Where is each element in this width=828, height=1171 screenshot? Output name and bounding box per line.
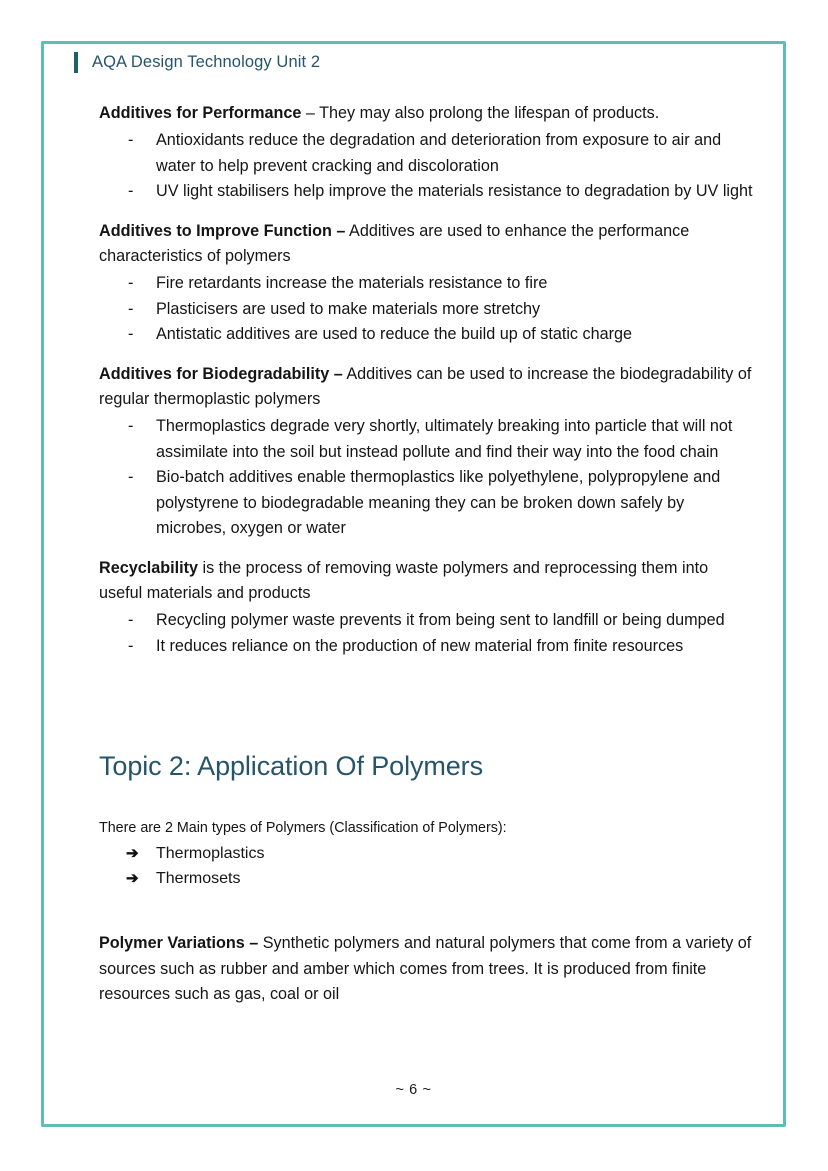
- list-item: [99, 465, 753, 541]
- list-item-text: Recycling polymer waste prevents it from being sent to landfill or being dumped: [156, 611, 725, 630]
- classification-intro-text: There are 2 Main types of Polymers (Classification of Polymers):: [99, 820, 507, 837]
- list-item: [99, 608, 753, 633]
- list-item-text: Plasticisers are used to make materials more stretchy: [156, 299, 541, 318]
- dash-bullet-icon: -: [128, 182, 134, 201]
- document-header-title: AQA Design Technology Unit 2: [92, 53, 321, 72]
- arrow-bullet-icon: ➔: [126, 869, 139, 887]
- section-bullet-list: [99, 414, 753, 541]
- topic-heading: Topic 2: Application Of Polymers: [99, 751, 483, 782]
- section-lead-term: Polymer Variations –: [99, 934, 259, 953]
- section-bullet-list: [99, 128, 753, 204]
- list-item-text: Thermoplastics: [156, 845, 265, 863]
- dash-bullet-icon: -: [128, 468, 134, 487]
- list-item: [99, 634, 753, 659]
- section-recyclability: [99, 556, 753, 660]
- dash-bullet-icon: -: [128, 131, 134, 150]
- arrow-bullet-icon: ➔: [126, 845, 139, 863]
- dash-bullet-icon: -: [128, 611, 134, 630]
- section-additives-for-biodegradability: [99, 362, 753, 542]
- dash-bullet-icon: -: [128, 325, 134, 344]
- list-item: [99, 842, 753, 867]
- section-bullet-list: [99, 271, 753, 347]
- section-paragraph: [99, 556, 753, 607]
- list-item: [99, 322, 753, 347]
- list-item: [99, 179, 753, 204]
- document-header: [74, 52, 783, 73]
- topic-spacer: [99, 673, 753, 749]
- page-content-area: [44, 44, 783, 1124]
- dash-bullet-icon: -: [128, 299, 134, 318]
- dash-bullet-icon: -: [128, 417, 134, 436]
- section-body-text: – They may also prolong the lifespan of products.: [301, 104, 660, 122]
- list-item: [99, 867, 753, 892]
- list-item: [99, 414, 753, 465]
- section-additives-to-improve-function: [99, 219, 753, 348]
- list-item: [99, 128, 753, 179]
- variations-spacer: [99, 891, 753, 931]
- dash-bullet-icon: -: [128, 636, 134, 655]
- section-lead-term: Additives for Biodegradability –: [99, 364, 343, 383]
- list-item-text: Thermosets: [156, 869, 241, 887]
- list-item-text: UV light stabilisers help improve the materials resistance to degradation by UV light: [156, 182, 753, 201]
- list-item-text: Bio-batch additives enable thermoplastics like polyethylene, polypropylene and polystyrene to biodegradable meaning they can be broken down safely by microbes, oxygen or water: [156, 468, 721, 538]
- section-body-text: Synthetic polymers and natural polymers that come from a variety of sources such as rubber and amber which comes from trees. It is produced from finite resources such as gas, coal or oil: [99, 934, 752, 1003]
- header-accent-bar: [74, 52, 78, 73]
- section-bullet-list: [99, 608, 753, 659]
- list-item-text: Antioxidants reduce the degradation and deterioration from exposure to air and water to help prevent cracking and discoloration: [156, 131, 722, 175]
- section-polymer-variations: [99, 931, 753, 1007]
- section-paragraph: [99, 362, 753, 413]
- section-paragraph: [99, 931, 753, 1007]
- list-item-text: Fire retardants increase the materials resistance to fire: [156, 274, 548, 293]
- classification-spacer: [99, 783, 753, 817]
- dash-bullet-icon: -: [128, 274, 134, 293]
- section-body-text: is the process of removing waste polymers and reprocessing them into useful materials and products: [99, 558, 709, 602]
- section-lead-term: Additives for Performance: [99, 104, 302, 122]
- section-lead-term: Recyclability: [99, 558, 198, 577]
- list-item: [99, 271, 753, 296]
- list-item: [99, 297, 753, 322]
- section-additives-for-performance: [99, 101, 753, 205]
- section-body-text: Additives are used to enhance the performance characteristics of polymers: [99, 221, 690, 266]
- document-body: [99, 101, 753, 1007]
- section-paragraph: [99, 101, 753, 126]
- list-item-text: Antistatic additives are used to reduce the build up of static charge: [156, 325, 633, 344]
- section-paragraph: [99, 219, 753, 270]
- list-item-text: It reduces reliance on the production of new material from finite resources: [156, 636, 684, 655]
- page-number-marker: ~ 6 ~: [395, 1082, 432, 1098]
- classification-list: [99, 842, 753, 891]
- section-body-text: Additives can be used to increase the biodegradability of regular thermoplastic polymers: [99, 364, 752, 409]
- list-item-text: Thermoplastics degrade very shortly, ultimately breaking into particle that will not assimilate into the soil but instead pollute and find their way into the food chain: [156, 417, 733, 461]
- section-lead-term: Additives to Improve Function –: [99, 221, 346, 240]
